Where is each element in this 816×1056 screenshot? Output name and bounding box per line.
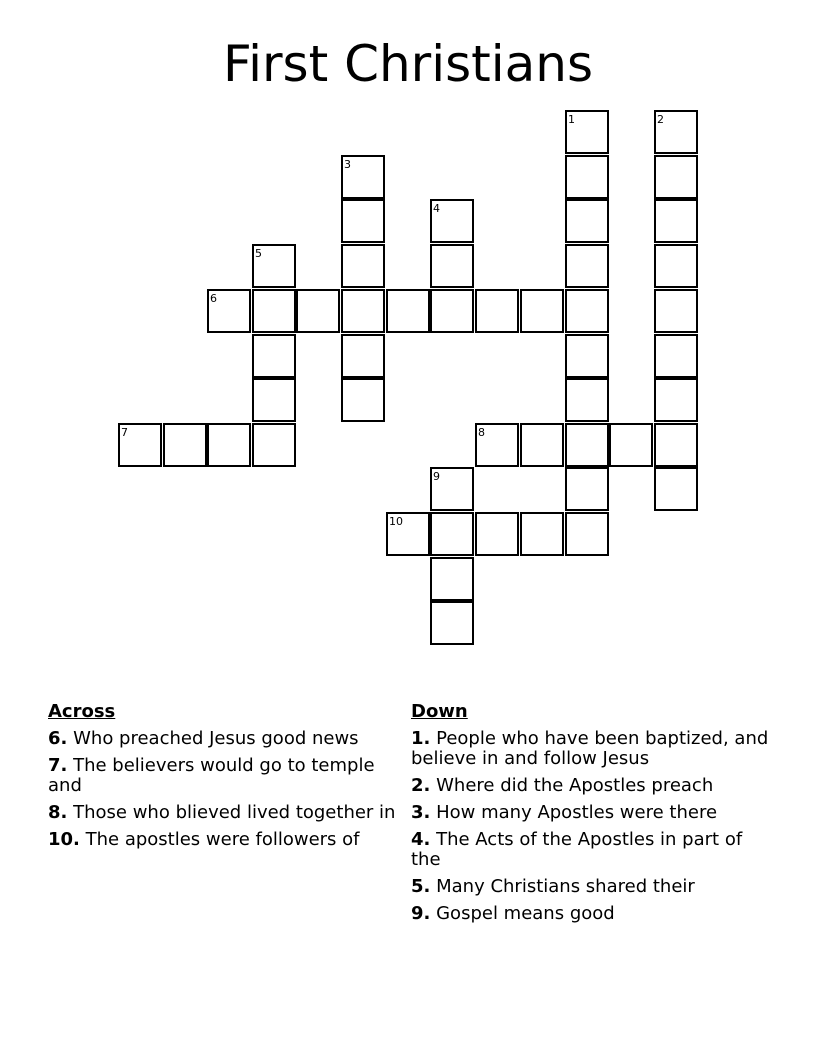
down-clue-2 <box>411 776 771 796</box>
grid-cell[interactable] <box>386 289 430 333</box>
clue-number-label: 5 <box>255 247 262 260</box>
grid-cell[interactable] <box>565 155 609 199</box>
grid-cell[interactable] <box>430 244 474 288</box>
grid-cell[interactable] <box>341 334 385 378</box>
clue-text: The Acts of the Apostles in part of the <box>411 829 743 870</box>
clue-number-label: 8 <box>478 426 485 439</box>
clue-number: 6. <box>48 728 68 749</box>
clue-number-label: 9 <box>433 470 440 483</box>
down-clue-4 <box>411 830 771 870</box>
grid-cell[interactable] <box>163 423 207 467</box>
across-clue-7 <box>48 756 398 796</box>
grid-cell[interactable] <box>654 244 698 288</box>
clue-number: 3. <box>411 802 431 823</box>
clue-number: 9. <box>411 903 431 924</box>
clue-number: 2. <box>411 775 431 796</box>
clue-text: How many Apostles were there <box>436 802 718 823</box>
grid-cell[interactable] <box>654 155 698 199</box>
grid-cell[interactable] <box>430 557 474 601</box>
clue-text: Many Christians shared their <box>436 876 695 897</box>
clue-number-label: 10 <box>389 515 403 528</box>
across-heading: Across <box>48 701 116 722</box>
clue-number-label: 1 <box>568 113 575 126</box>
grid-cell[interactable] <box>252 378 296 422</box>
grid-cell[interactable] <box>565 334 609 378</box>
clue-text: The believers would go to temple and <box>48 755 375 796</box>
grid-cell[interactable] <box>296 289 340 333</box>
grid-cell[interactable] <box>430 289 474 333</box>
down-clue-9 <box>411 904 771 924</box>
grid-cell[interactable] <box>475 289 519 333</box>
grid-cell[interactable] <box>654 423 698 467</box>
clue-number: 10. <box>48 829 80 850</box>
clue-text: Gospel means good <box>436 903 615 924</box>
grid-cell[interactable] <box>654 378 698 422</box>
grid-cell[interactable] <box>252 423 296 467</box>
down-clue-5 <box>411 877 771 897</box>
grid-cell[interactable] <box>520 423 564 467</box>
grid-cell[interactable] <box>430 601 474 645</box>
clue-number-label: 2 <box>657 113 664 126</box>
grid-cell[interactable] <box>654 199 698 243</box>
grid-cell[interactable] <box>520 512 564 556</box>
grid-cell[interactable] <box>252 334 296 378</box>
clue-text: Who preached Jesus good news <box>73 728 359 749</box>
grid-cell[interactable] <box>654 334 698 378</box>
grid-cell[interactable] <box>565 199 609 243</box>
clue-number-label: 6 <box>210 292 217 305</box>
grid-cell[interactable] <box>520 289 564 333</box>
grid-cell[interactable] <box>207 423 251 467</box>
down-heading: Down <box>411 701 468 722</box>
across-clue-6 <box>48 729 398 749</box>
grid-cell[interactable] <box>341 244 385 288</box>
puzzle-title: First Christians <box>222 35 594 93</box>
grid-cell[interactable] <box>654 467 698 511</box>
clue-text: People who have been baptized, and believe in and follow Jesus <box>411 728 769 769</box>
clue-number-label: 3 <box>344 158 351 171</box>
grid-cell[interactable] <box>609 423 653 467</box>
across-clues <box>48 702 398 857</box>
grid-cell[interactable] <box>341 289 385 333</box>
grid-cell[interactable] <box>252 289 296 333</box>
clue-text: Where did the Apostles preach <box>436 775 714 796</box>
clue-number-label: 4 <box>433 202 440 215</box>
grid-cell[interactable] <box>565 378 609 422</box>
across-clue-8 <box>48 803 398 823</box>
down-clue-3 <box>411 803 771 823</box>
clue-number: 5. <box>411 876 431 897</box>
down-clue-1 <box>411 729 771 769</box>
across-clue-10 <box>48 830 398 850</box>
grid-cell[interactable] <box>475 512 519 556</box>
grid-cell[interactable] <box>565 289 609 333</box>
grid-cell[interactable] <box>341 378 385 422</box>
grid-cell[interactable] <box>341 199 385 243</box>
clue-text: Those who blieved lived together in <box>73 802 396 823</box>
clue-number: 8. <box>48 802 68 823</box>
grid-cell[interactable] <box>565 423 609 467</box>
clue-number: 7. <box>48 755 68 776</box>
grid-cell[interactable] <box>565 467 609 511</box>
down-clues <box>411 702 771 931</box>
grid-cell[interactable] <box>430 512 474 556</box>
clue-text: The apostles were followers of <box>85 829 360 850</box>
clue-number: 1. <box>411 728 431 749</box>
clue-number-label: 7 <box>121 426 128 439</box>
grid-cell[interactable] <box>565 512 609 556</box>
clue-number: 4. <box>411 829 431 850</box>
grid-cell[interactable] <box>654 289 698 333</box>
grid-cell[interactable] <box>565 244 609 288</box>
